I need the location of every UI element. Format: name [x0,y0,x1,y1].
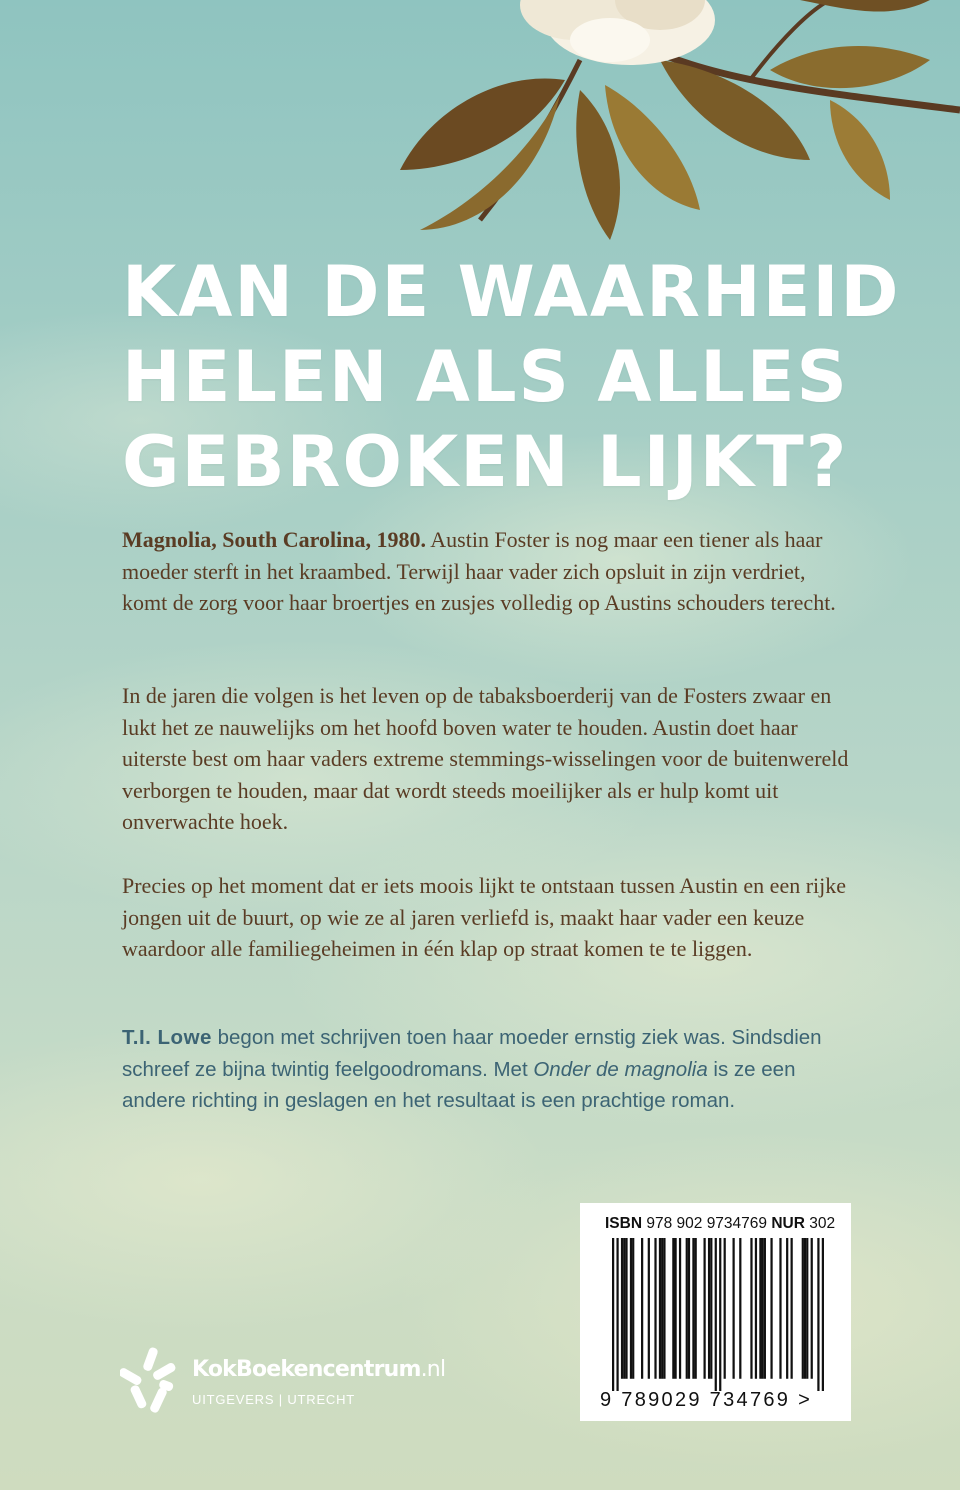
barcode-bar [659,1238,661,1379]
nur-value: 302 [804,1215,836,1232]
barcode-bar [661,1238,663,1379]
barcode-bar [719,1238,721,1391]
barcode-bar [750,1238,752,1379]
barcode-bar [616,1238,618,1391]
barcode-bar [811,1238,813,1379]
magnolia-branch-image [330,0,960,250]
isbn-value: 978 902 9734769 [642,1215,772,1232]
blurb-paragraph: In de jaren die volgen is het leven op de tabaksboerderij van de Fosters zwaar en lukt het ze nauwelijks om het hoofd boven water te houden. Austin doet haar uiterste best om haar vaders extreme stemmings-wisselingen voor de buitenwereld verborgen te houden, maar dat wordt steeds moeilijker als er hulp komt uit onverwachte hoek. [122,683,849,834]
barcode-bar [764,1238,766,1379]
barcode-bar [641,1238,643,1379]
author-bio [122,1022,822,1117]
headline-line: KAN DE WAARHEID [122,251,901,333]
star-logo-icon [120,1345,180,1419]
blurb-paragraph: Precies op het moment dat er iets moois lijkt te ontstaan tussen Austin en een rijke jongen uit de buurt, op wie ze al jaren verliefd is, maakt haar vader een keuze waardoor alle familiegeheimen in één klap op straat komen te te liggen. [122,873,847,961]
barcode-bar [674,1238,676,1379]
book-title: Onder de magnolia [533,1057,708,1081]
barcode-bar [630,1238,632,1379]
barcode-bar [623,1238,625,1379]
headline-line: GEBROKEN LIJKT? [122,421,849,503]
barcode-bar [688,1238,690,1379]
publisher-name-text: KokBoekencentrum [192,1357,421,1382]
barcode-bar [625,1238,627,1379]
barcode-bar [770,1238,772,1379]
barcode-bar [672,1238,674,1379]
barcode-bar [802,1238,804,1379]
publisher-name [192,1357,445,1382]
author-name: T.I. Lowe [122,1026,212,1049]
barcode-bar [703,1238,705,1379]
barcode-bar [632,1238,634,1379]
barcode-bar [817,1238,819,1391]
headline [122,250,922,505]
blurb-paragraph [122,524,852,619]
barcode-bar [679,1238,681,1379]
publisher-subtitle: UITGEVERS | UTRECHT [192,1392,356,1407]
barcode-bar [621,1238,623,1379]
barcode-bar [806,1238,808,1379]
blurb-lead: Magnolia, South Carolina, 1980. [122,527,426,552]
barcode-bar [663,1238,665,1379]
barcode-box [580,1203,851,1421]
barcode-bar [791,1238,793,1379]
barcode-bar [708,1238,710,1379]
barcode-bar [733,1238,735,1379]
barcode-bar [710,1238,712,1379]
barcode-bar [686,1238,688,1379]
barcode-bar [804,1238,806,1379]
barcode-bar [759,1238,761,1379]
headline-line: HELEN ALS ALLES [122,336,849,418]
nur-label: NUR [771,1215,805,1232]
barcode-bar [822,1238,824,1391]
isbn-label: ISBN [605,1215,643,1232]
barcode-bar [786,1238,788,1379]
barcode-bar [755,1238,757,1379]
blurb-text: Austin Foster is nog maar een tiener als haar moeder sterft in het kraambed. Terwijl haar vader zich opsluit in zijn verdriet, komt de zorg voor haar broertjes en zusjes volledig op Austins schouders terecht. [122,527,836,615]
bio-text: is ze een andere richting in geslagen en het resultaat is een prachtige roman. [122,1057,796,1112]
barcode-bar [612,1238,614,1391]
publisher-tld: .nl [420,1357,446,1382]
barcode-bar [692,1238,694,1379]
barcode-bar [724,1238,726,1379]
isbn-line [605,1215,835,1233]
barcode-bar [779,1238,781,1379]
barcode-bar [739,1238,741,1379]
barcode-bar [654,1238,656,1379]
barcode-bar [695,1238,697,1379]
barcode-bar [715,1238,717,1391]
publisher-logo [120,1345,520,1425]
barcode-bar [648,1238,650,1379]
barcode-bar [762,1238,764,1379]
bio-text: begon met schrijven toen haar moeder ernstig ziek was. Sindsdien schreef ze bijna twintig feelgoodromans. Met [122,1026,822,1081]
barcode-bars [612,1238,824,1391]
barcode-digits: 9 789029 734769 > [600,1389,813,1411]
